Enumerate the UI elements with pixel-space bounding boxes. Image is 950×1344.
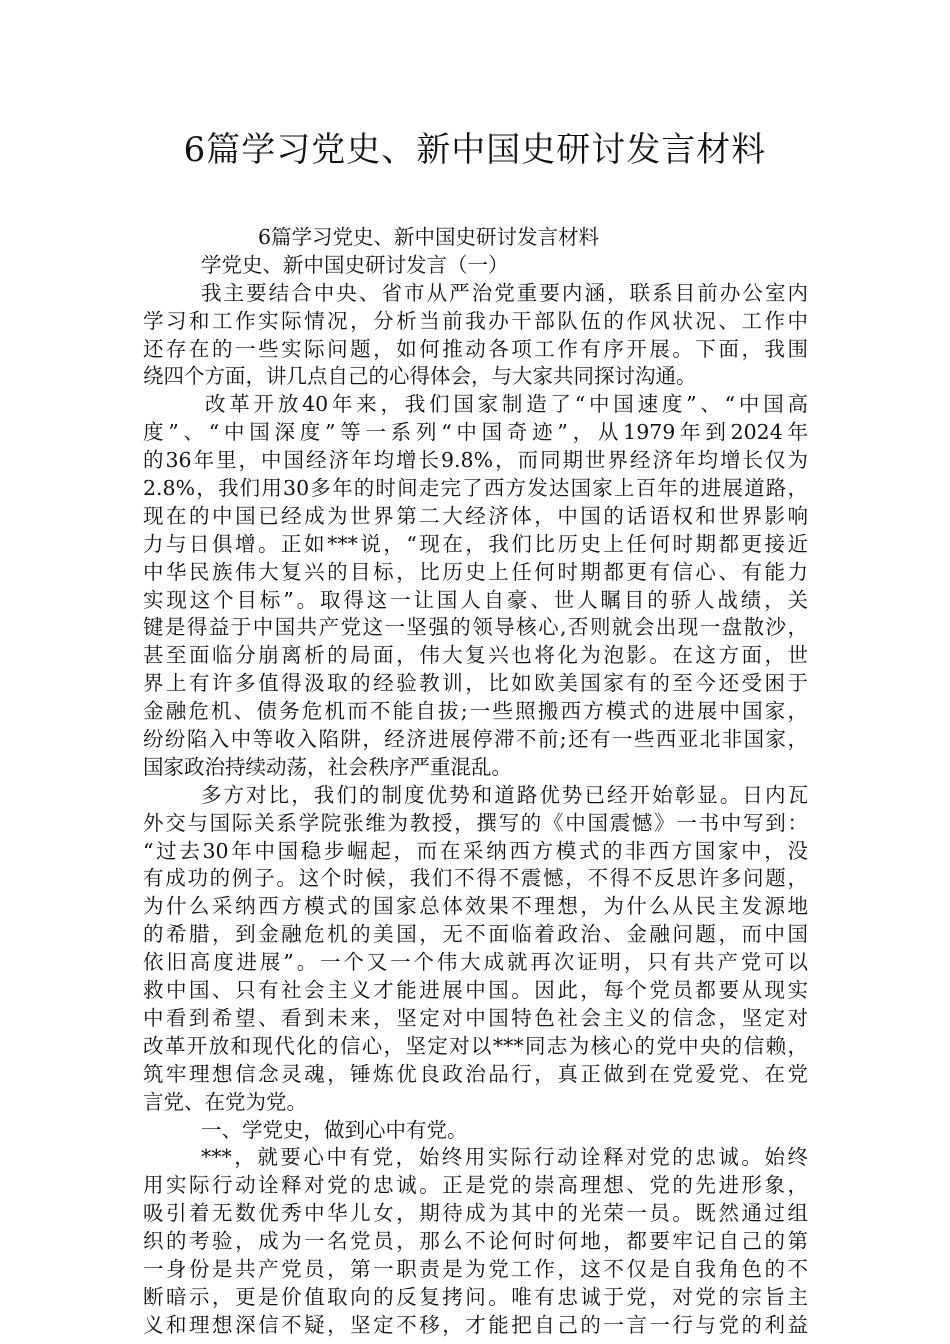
text-line: 多方对比，我们的制度优势和道路优势已经开始彰显。日内瓦 xyxy=(201,782,808,807)
text-line: 纷纷陷入中等收入陷阱，经济进展停滞不前;还有一些西亚北非国家， xyxy=(143,727,808,752)
text-line: 度”、“中国深度”等一系列“中国奇迹”，从1979年到2024年 xyxy=(143,420,808,445)
text-line: 我主要结合中央、省市从严治党重要内涵，联系目前办公室内 xyxy=(201,280,808,305)
text-line: 绕四个方面，讲几点自己的心得体会，与大家共同探讨沟通。 xyxy=(143,364,697,389)
text-line: 言党、在党为党。 xyxy=(143,1089,307,1114)
text-line: 筑牢理想信念灵魂，锤炼优良政治品行，真正做到在党爱党、在党 xyxy=(143,1061,808,1086)
text-line: 中看到希望、看到未来，坚定对中国特色社会主义的信念，坚定对 xyxy=(143,1005,808,1030)
text-line: 义和理想深信不疑，坚定不移，才能把自己的一言一行与党的利益 xyxy=(143,1312,808,1337)
text-line: 力与日俱增。正如***说，“现在，我们比历史上任何时期都更接近 xyxy=(143,531,808,556)
text-line: 救中国、只有社会主义才能进展中国。因此，每个党员都要从现实 xyxy=(143,978,808,1003)
text-line: 键是得益于中国共产党这一坚强的领导核心,否则就会出现一盘散沙， xyxy=(143,615,808,640)
text-line: 断暗示，更是价值取向的反复拷问。唯有忠诚于党，对党的宗旨主 xyxy=(143,1284,808,1309)
text-line: 为什么采纳西方模式的国家总体效果不理想，为什么从民主发源地 xyxy=(143,894,808,919)
section-subheading: 学党史、新中国史研讨发言（一） xyxy=(201,252,509,277)
text-line: 2.8%，我们用30多年的时间走完了西方发达国家上百年的进展道路， xyxy=(143,476,808,501)
text-line: 的希腊，到金融危机的美国，无不面临着政治、金融问题，而中国 xyxy=(143,922,808,947)
text-line: 还存在的一些实际问题，如何推动各项工作有序开展。下面，我围 xyxy=(143,336,808,361)
text-line: 学习和工作实际情况，分析当前我办干部队伍的作风状况、工作中 xyxy=(143,308,808,333)
text-line: “过去30年中国稳步崛起，而在采纳西方模式的非西方国家中，没 xyxy=(143,838,808,863)
text-line: 现在的中国已经成为世界第二大经济体，中国的话语权和世界影响 xyxy=(143,503,808,528)
text-line: 甚至面临分崩离析的局面，伟大复兴也将化为泡影。在这方面，世 xyxy=(143,643,808,668)
text-line: 的36年里，中国经济年均增长9.8%，而同期世界经济年均增长仅为 xyxy=(143,448,808,473)
text-line: 改革开放和现代化的信心，坚定对以***同志为核心的党中央的信赖， xyxy=(143,1033,808,1058)
text-line: 有成功的例子。这个时候，我们不得不震憾，不得不反思许多问题， xyxy=(143,866,808,891)
text-line: 一身份是共产党员，第一职责是为党工作，这不仅是自我角色的不 xyxy=(143,1256,808,1281)
text-line: 外交与国际关系学院张维为教授，撰写的《中国震憾》一书中写到： xyxy=(143,810,808,835)
text-line: 依旧高度进展”。一个又一个伟大成就再次证明，只有共产党可以 xyxy=(143,950,808,975)
text-line: 界上有许多值得汲取的经验教训，比如欧美国家有的至今还受困于 xyxy=(143,671,808,696)
section-heading: 一、学党史，做到心中有党。 xyxy=(201,1117,468,1142)
text-line: 用实际行动诠释对党的忠诚。正是党的崇高理想、党的先进形象， xyxy=(143,1173,808,1198)
text-line: 吸引着无数优秀中华儿女，期待成为其中的光荣一员。既然通过组 xyxy=(143,1201,808,1226)
text-line: 改革开放40年来，我们国家制造了“中国速度”、“中国高 xyxy=(205,392,808,417)
page-title: 6篇学习党史、新中国史研讨发言材料 xyxy=(183,130,767,170)
text-line: 金融危机、债务危机而不能自拔;一些照搬西方模式的进展中国家， xyxy=(143,699,808,724)
text-line: ***，就要心中有党，始终用实际行动诠释对党的忠诚。始终 xyxy=(201,1145,808,1170)
text-line: 实现这个目标”。取得这一让国人自豪、世人瞩目的骄人战绩，关 xyxy=(143,587,808,612)
text-line: 中华民族伟大复兴的目标，比历史上任何时期都更有信心、有能力 xyxy=(143,559,808,584)
text-line: 国家政治持续动荡，社会秩序严重混乱。 xyxy=(143,754,512,779)
inner-heading: 6篇学习党史、新中国史研讨发言材料 xyxy=(258,225,600,249)
text-line: 织的考验，成为一名党员，那么不论何时何地，都要牢记自己的第 xyxy=(143,1229,808,1254)
document-body xyxy=(143,224,808,1340)
